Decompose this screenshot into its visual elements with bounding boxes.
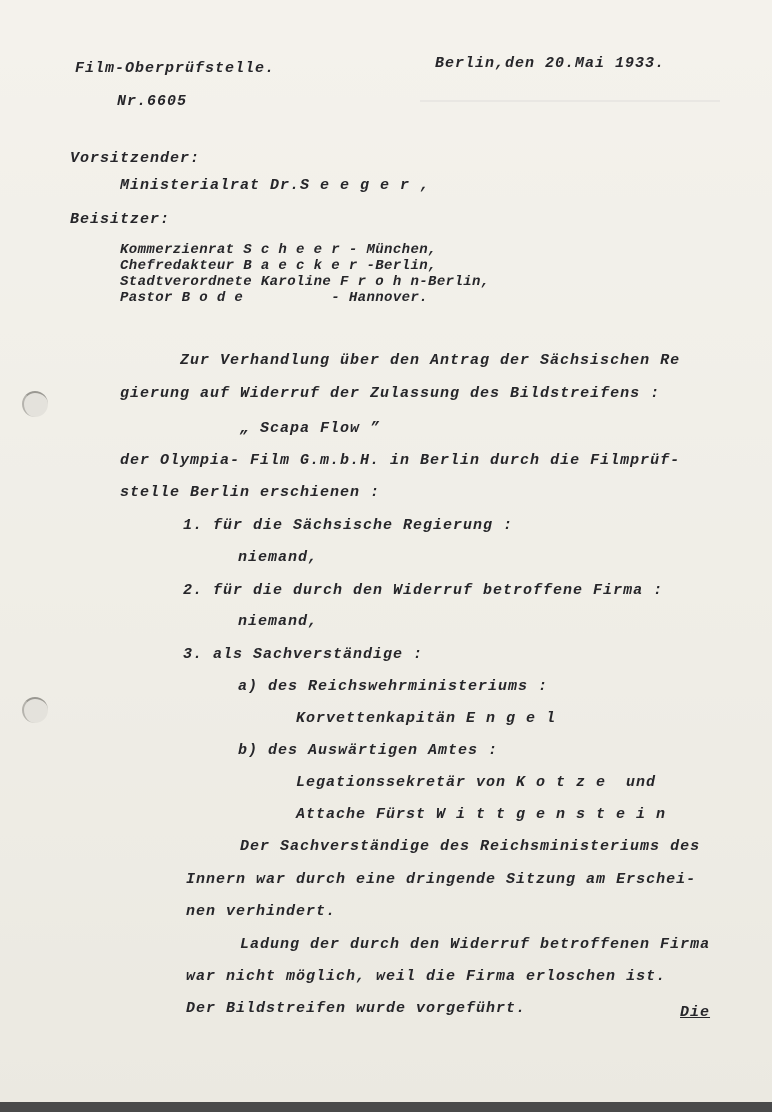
- page-bottom-edge: [0, 1102, 772, 1112]
- chair-label: Vorsitzender:: [70, 150, 201, 167]
- body-line: stelle Berlin erschienen :: [120, 484, 381, 501]
- punch-hole-bottom: [22, 697, 48, 723]
- assessor-line: Chefredakteur B a e c k e r -Berlin,: [120, 258, 437, 274]
- list-item-label: 1. für die Sächsische Regierung :: [183, 517, 514, 534]
- bleed-through: [420, 100, 720, 102]
- chair-title: Ministerialrat Dr.: [120, 177, 301, 194]
- assessors-label: Beisitzer:: [70, 211, 171, 228]
- list-item-value: niemand,: [238, 613, 319, 630]
- body-line: war nicht möglich, weil die Firma erloschen ist.: [186, 968, 667, 985]
- body-line: Zur Verhandlung über den Antrag der Sächsischen Re: [180, 352, 681, 369]
- punch-hole-top: [22, 391, 48, 417]
- assessor-line: Stadtverordnete Karoline F r o h n-Berlin,: [120, 274, 490, 290]
- body-line: Innern war durch eine dringende Sitzung am Erschei-: [186, 871, 697, 888]
- list-item-label: 2. für die durch den Widerruf betroffene Firma :: [183, 582, 664, 599]
- catchword: Die: [680, 1004, 711, 1021]
- assessor-line: Kommerzienrat S c h e e r - München,: [120, 242, 437, 258]
- sublist-item-value: Attache Fürst W i t t g e n s t e i n: [296, 806, 667, 823]
- film-title: „ Scapa Flow ”: [240, 420, 381, 437]
- place-date: Berlin,den 20.Mai 1933.: [435, 55, 666, 72]
- chair-entry: [120, 177, 430, 194]
- body-line: Der Sachverständige des Reichsministeriums des: [240, 838, 701, 855]
- chair-name: S e e g e r ,: [300, 177, 431, 194]
- file-number: Nr.6605: [117, 93, 188, 110]
- sublist-item-label: b) des Auswärtigen Amtes :: [238, 742, 499, 759]
- sublist-item-value: Legationssekretär von K o t z e und: [296, 774, 657, 791]
- sublist-item-value: Korvettenkapitän E n g e l: [296, 710, 557, 727]
- assessor-line: Pastor B o d e - Hannover.: [120, 290, 429, 306]
- body-line: Ladung der durch den Widerruf betroffenen Firma: [240, 936, 711, 953]
- list-item-value: niemand,: [238, 549, 319, 566]
- office-name: Film-Oberprüfstelle.: [75, 60, 276, 77]
- body-line: gierung auf Widerruf der Zulassung des Bildstreifens :: [120, 385, 661, 402]
- body-line: der Olympia- Film G.m.b.H. in Berlin durch die Filmprüf-: [120, 452, 681, 469]
- list-item-label: 3. als Sachverständige :: [183, 646, 424, 663]
- body-line: Der Bildstreifen wurde vorgeführt.: [186, 1000, 527, 1017]
- body-line: nen verhindert.: [186, 903, 337, 920]
- sublist-item-label: a) des Reichswehrministeriums :: [238, 678, 549, 695]
